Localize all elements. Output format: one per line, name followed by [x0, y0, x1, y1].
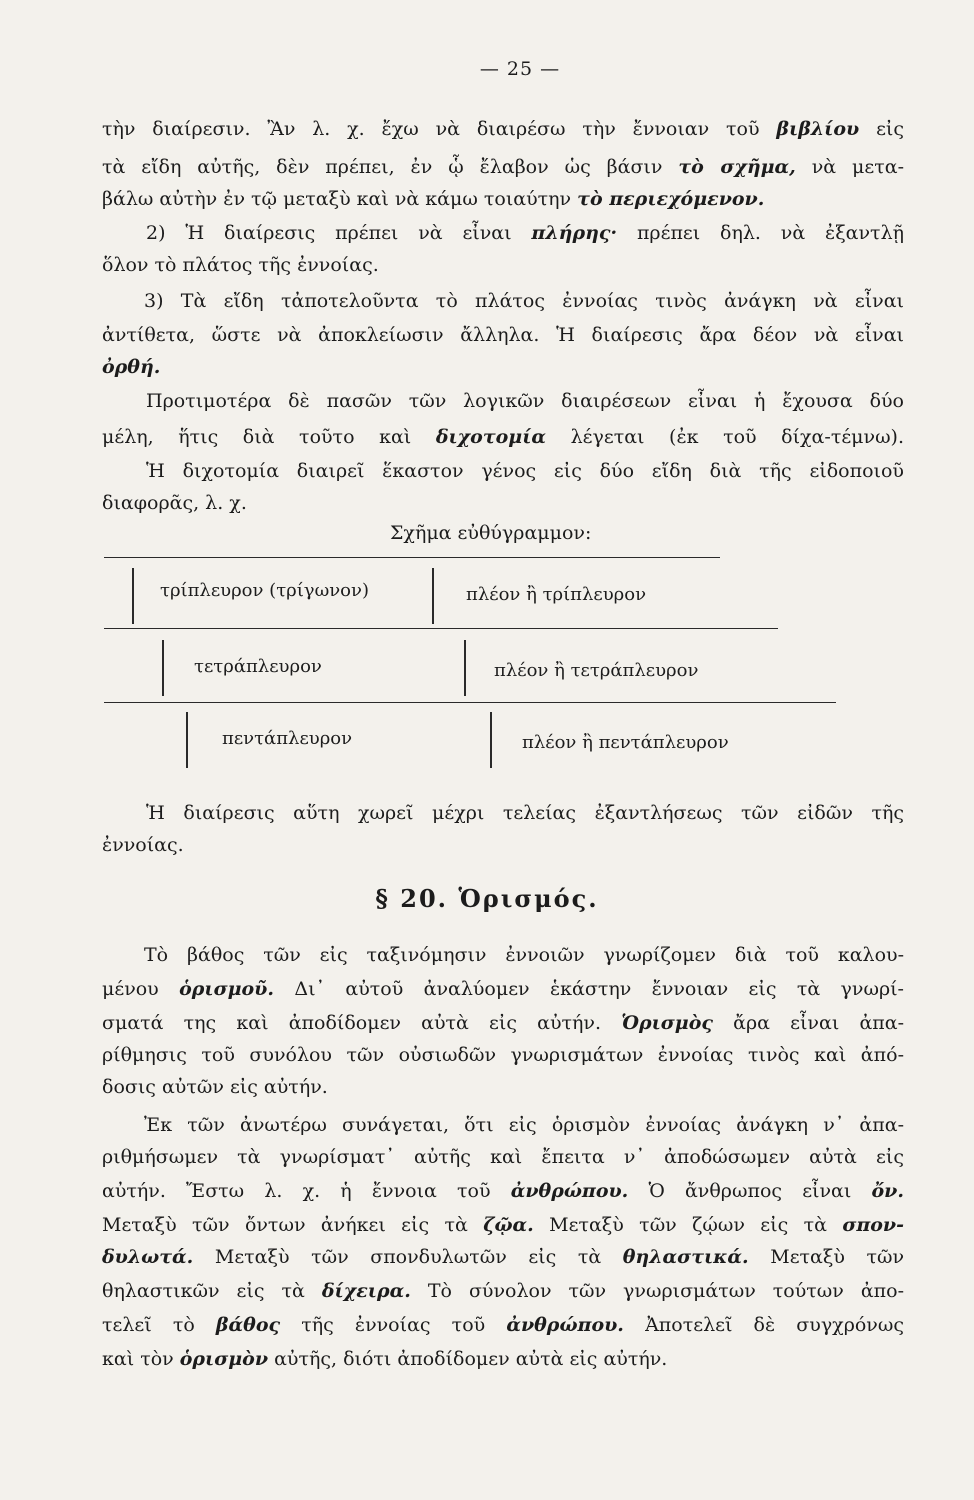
- page-number: — 25 —: [479, 58, 561, 80]
- text-line: 3) Τὰ εἴδη τἀποτελοῦντα τὸ πλάτος ἐννοίας τινὸς ἀνάγκη νὰ εἶναι: [144, 290, 904, 312]
- diagram-rule: [490, 712, 492, 768]
- text-line: τὰ εἴδη αὐτῆς, δὲν πρέπει, ἐν ᾧ ἔλαβον ὡς βάσιν τὸ σχῆμα, νὰ μετα-: [102, 156, 904, 178]
- text-line: 2) Ἡ διαίρεσις πρέπει νὰ εἶναι πλήρης· πρέπει δηλ. νὰ ἐξαντλῇ: [146, 222, 904, 244]
- section-heading: § 20. Ὁρισμός.: [375, 884, 599, 913]
- diagram-rule: [464, 640, 466, 696]
- diagram-rule: [104, 628, 778, 629]
- diagram-rule: [186, 712, 188, 768]
- text-line: ὅλον τὸ πλάτος τῆς ἐννοίας.: [102, 254, 379, 276]
- text-line: Προτιμοτέρα δὲ πασῶν τῶν λογικῶν διαιρέσεων εἶναι ἡ ἔχουσα δύο: [146, 390, 904, 412]
- diagram-rule: [132, 568, 134, 624]
- diagram-rule: [104, 557, 720, 558]
- text-line: τὴν διαίρεσιν. Ἂν λ. χ. ἔχω νὰ διαιρέσω τὴν ἔννοιαν τοῦ βιβλίου εἰς: [102, 118, 905, 140]
- diagram-rule: [104, 702, 836, 703]
- diagram-rule: [432, 568, 434, 624]
- text-line: τελεῖ τὸ βάθος τῆς ἐννοίας τοῦ ἀνθρώπου. Ἀποτελεῖ δὲ συγχρόνως: [102, 1314, 904, 1336]
- diagram-cell-right: πλέον ἢ τετράπλευρον: [494, 660, 699, 681]
- text-line: μέλη, ἥτις διὰ τοῦτο καὶ διχοτομία λέγεται (ἐκ τοῦ δίχα-τέμνω).: [102, 426, 905, 448]
- text-line: θηλαστικῶν εἰς τὰ δίχειρα. Τὸ σύνολον τῶν γνωρισμάτων τούτων ἀπο-: [102, 1280, 905, 1302]
- text-line: Ἡ διχοτομία διαιρεῖ ἕκαστον γένος εἰς δύο εἴδη διὰ τῆς εἰδοποιοῦ: [146, 460, 904, 482]
- text-line: μένου ὁρισμοῦ. Δι᾿ αὐτοῦ ἀναλύομεν ἑκάστην ἔννοιαν εἰς τὰ γνωρί-: [102, 978, 904, 1000]
- text-line: ριθμήσωμεν τὰ γνωρίσματ᾿ αὐτῆς καὶ ἔπειτα ν᾿ ἀποδώσωμεν αὐτὰ εἰς: [102, 1146, 904, 1168]
- text-line: αὐτήν. Ἔστω λ. χ. ἡ ἔννοια τοῦ ἀνθρώπου. Ὁ ἄνθρωπος εἶναι ὄν.: [102, 1180, 904, 1202]
- text-line: δοσις αὐτῶν εἰς αὐτήν.: [102, 1076, 328, 1098]
- diagram-cell-right: πλέον ἢ τρίπλευρον: [466, 584, 647, 605]
- text-line: διαφορᾶς, λ. χ.: [102, 492, 247, 514]
- diagram-title: Σχῆμα εὐθύγραμμον:: [390, 522, 592, 544]
- text-line: βάλω αὐτὴν ἐν τῷ μεταξὺ καὶ νὰ κάμω τοιαύτην τὸ περιεχόμενον.: [102, 188, 765, 210]
- text-line: δυλωτά. Μεταξὺ τῶν σπονδυλωτῶν εἰς τὰ θηλαστικά. Μεταξὺ τῶν: [102, 1246, 905, 1268]
- text-line: Τὸ βάθος τῶν εἰς ταξινόμησιν ἐννοιῶν γνωρίζομεν διὰ τοῦ καλου-: [144, 944, 904, 966]
- text-line: ρίθμησις τοῦ συνόλου τῶν οὐσιωδῶν γνωρισμάτων ἐννοίας τινὸς καὶ ἀπό-: [102, 1044, 904, 1066]
- text-line: Ἐκ τῶν ἀνωτέρω συνάγεται, ὅτι εἰς ὁρισμὸν ἐννοίας ἀνάγκη ν᾿ ἀπα-: [144, 1114, 904, 1136]
- text-line: καὶ τὸν ὁρισμὸν αὐτῆς, διότι ἀποδίδομεν αὐτὰ εἰς αὐτήν.: [102, 1348, 668, 1370]
- diagram-cell-left: πεντάπλευρον: [222, 728, 353, 749]
- text-line: ὀρθή.: [102, 356, 161, 378]
- text-line: ἐννοίας.: [102, 834, 184, 856]
- text-line: ἀντίθετα, ὥστε νὰ ἀποκλείωσιν ἄλληλα. Ἡ διαίρεσις ἄρα δέον νὰ εἶναι: [102, 324, 904, 346]
- text-line: Μεταξὺ τῶν ὄντων ἀνήκει εἰς τὰ ζῷα. Μεταξὺ τῶν ζῴων εἰς τὰ σπον-: [102, 1214, 904, 1236]
- diagram-cell-left: τρίπλευρον (τρίγωνον): [160, 580, 369, 601]
- diagram-cell-right: πλέον ἢ πεντάπλευρον: [522, 732, 729, 753]
- diagram-rule: [162, 640, 164, 696]
- text-line: σματά της καὶ ἀποδίδομεν αὐτὰ εἰς αὐτήν. Ὁρισμὸς ἄρα εἶναι ἀπα-: [102, 1012, 905, 1034]
- text-line: Ἡ διαίρεσις αὕτη χωρεῖ μέχρι τελείας ἐξαντλήσεως τῶν εἰδῶν τῆς: [146, 802, 904, 824]
- diagram-cell-left: τετράπλευρον: [194, 656, 322, 677]
